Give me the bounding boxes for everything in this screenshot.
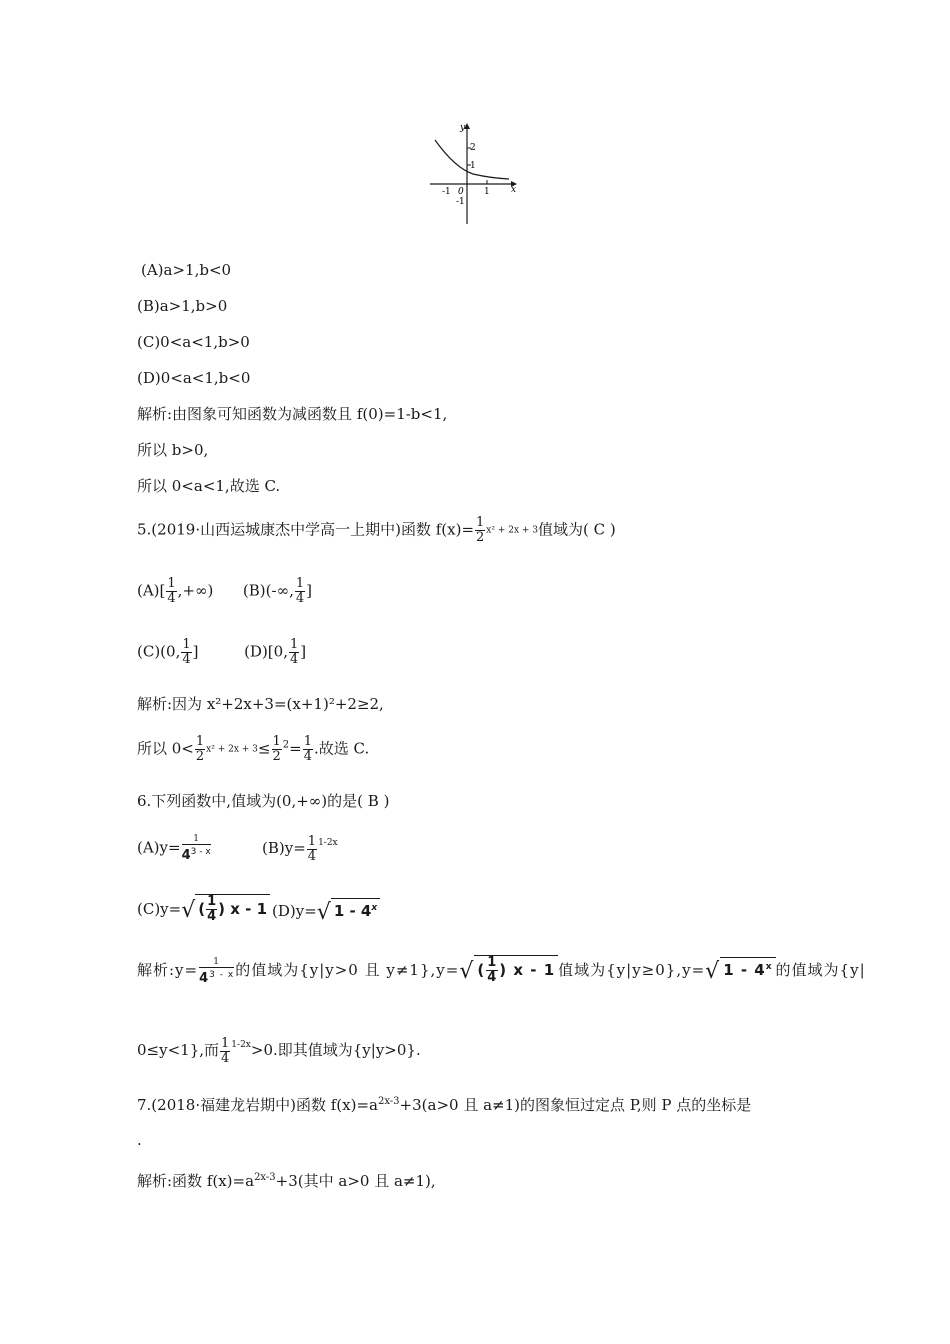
- q4-solution-line1: 解析:由图象可知函数为减函数且 f(0)=1-b<1,: [137, 405, 448, 423]
- q7-solution: 解析:函数 $f(x)=a^{2x-3}+3$(其中 a>0 且 a≠1),: [137, 1172, 436, 1190]
- y-tick-2: 2: [470, 143, 476, 153]
- q4-solution-line3: 所以 0<a<1,故选 C.: [137, 477, 281, 495]
- q6-solution-line1: 解析:y= $\frac{1}{4^{3 - x}}$ 的值域为{y|y>0 且 y≠1},y=√ ( $\frac{1}{4}$ ) x - 1 值域为{y|y≥0},y=√ 1 - 4$^x$ 的值域为{y|: [137, 955, 866, 986]
- q5-stem: 5.(2019·山西运城康杰中学高一上期中)函数 f(x)= $\frac{1}{2}$ x² + 2x + 3值域为( C ): [137, 515, 616, 545]
- q5-options-ab: (A)[ $\frac{1}{4}$ ,+∞) (B)(-∞, $\frac{1}{4}$ ]: [137, 576, 312, 606]
- q6-solution-line2: 0≤y<1},而 $\frac{1}{4}$ $^{1-2x}$>0.即其值域为{y|y>0}.: [137, 1035, 421, 1066]
- y-tick-1: 1: [470, 161, 476, 171]
- y-tick-neg1: -1: [456, 197, 465, 207]
- q6-option-b: (B)y= $\frac{1}{4}$ $^{1-2x}$: [262, 833, 338, 864]
- q4-option-d: (D)0<a<1,b<0: [137, 369, 251, 387]
- x-tick-neg1: -1: [442, 187, 451, 197]
- y-axis-label: y: [460, 123, 466, 133]
- q4-option-c: (C)0<a<1,b>0: [137, 333, 250, 351]
- q4-option-b: (B)a>1,b>0: [137, 297, 228, 315]
- q6-option-c: (C)y=√ ( $\frac{1}{4}$ ) x - 1: [137, 894, 270, 924]
- q5-solution-line1: 解析:因为 x²+2x+3=(x+1)²+2≥2,: [137, 695, 384, 713]
- q7-blank: .: [137, 1131, 142, 1149]
- half-fraction: $\frac{1}{2}$: [476, 515, 485, 545]
- q4-option-a: (A)a>1,b<0: [141, 261, 232, 279]
- x-axis-label: x: [511, 185, 517, 195]
- function-graph: [425, 118, 525, 226]
- q5-solution-line2: 所以 0< $\frac{1}{2}$ x² + 2x + 3≤ $\frac{1}{2}$ $^2$= $\frac{1}{4}$ .故选 C.: [137, 734, 370, 764]
- q4-solution-line2: 所以 b>0,: [137, 441, 209, 459]
- q6-stem: 6.下列函数中,值域为(0,+∞)的是( B ): [137, 792, 390, 810]
- origin-label: 0: [458, 187, 464, 197]
- q6-option-a: (A)y= $\frac{1}{4^{3 - x}}$: [137, 834, 211, 863]
- x-tick-1: 1: [484, 187, 490, 197]
- q7-stem: 7.(2018·福建龙岩期中)函数 $f(x)=a^{2x-3}+3(a>0$ 且 a≠1)的图象恒过定点 P,则 P 点的坐标是: [137, 1096, 752, 1114]
- q5-options-cd: (C)(0, $\frac{1}{4}$ ] (D)[0, $\frac{1}{4}$ ]: [137, 637, 307, 667]
- q6-option-d: (D)y=√ 1 - 4$^x$: [272, 898, 380, 922]
